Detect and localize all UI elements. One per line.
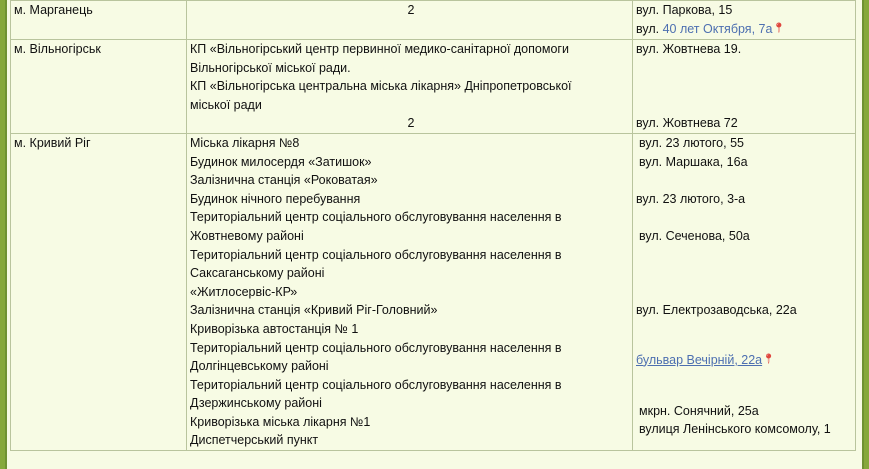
institution: Залізнична станція «Роковатая» (190, 173, 378, 188)
institution: «Житлосервіс-КР» (190, 284, 298, 299)
address: вул. Жовтнева 72 (636, 116, 738, 131)
city-cell (11, 40, 187, 134)
institutions-cell (187, 40, 633, 134)
institution: Криворізька автостанція № 1 (190, 321, 359, 336)
address: вул. 23 лютого, 3-а (636, 191, 746, 206)
address (636, 351, 855, 370)
addresses-cell (633, 133, 856, 450)
institution: Будинок нічного перебування (190, 191, 361, 206)
address: вул. Сеченова, 50а (639, 228, 750, 243)
institution-count: 2 (407, 3, 415, 17)
institutions-cell (187, 133, 633, 450)
addresses-cell (633, 40, 856, 134)
institution: Жовтневому районі (190, 228, 304, 243)
address: вул. Паркова, 15 (636, 3, 733, 17)
institution: Вільногірської міської ради. (190, 60, 351, 75)
institution: Міська лікарня №8 (190, 135, 300, 150)
addresses-cell (633, 1, 856, 40)
city-cell (11, 133, 187, 450)
content-panel (5, 0, 864, 469)
address: вулиця Ленінського комсомолу, 1 (639, 422, 831, 437)
institution: Територіальний центр соціального обслуговування населення в (190, 340, 562, 355)
institution: КП «Вільногірська центральна міська лікарня» Дніпропетровської (190, 79, 572, 94)
address (636, 20, 855, 39)
address: вул. Маршака, 16а (639, 154, 748, 169)
institution: Територіальний центр соціального обслуговування населення в (190, 377, 562, 392)
map-pin-icon[interactable]: 📍︎ (772, 22, 786, 34)
institution: Дзержинському районі (190, 396, 322, 411)
table-row (11, 1, 856, 40)
institution: Територіальний центр соціального обслуговування населення в (190, 210, 562, 225)
institution: Територіальний центр соціального обслуговування населення в (190, 247, 562, 262)
city-name: м. Вільногірськ (14, 42, 101, 56)
institution-count: 2 (407, 116, 415, 131)
institution: Диспетчерський пункт (190, 433, 319, 448)
address: вул. Електрозаводська, 22а (636, 303, 797, 318)
institutions-cell (187, 1, 633, 40)
institution: Долгінцевському районі (190, 359, 329, 374)
institution: Саксаганському районі (190, 266, 325, 281)
table-row (11, 133, 856, 450)
city-name: м. Марганець (14, 3, 93, 17)
address-link[interactable]: бульвар Вечірній, 22а (636, 352, 763, 367)
address: вул. Жовтнева 19. (636, 42, 742, 56)
locations-table (10, 0, 856, 451)
institution: Залізнична станція «Кривий Ріг-Головний» (190, 303, 438, 318)
map-pin-icon[interactable]: 📍︎ (762, 353, 775, 365)
address-link[interactable]: 40 лет Октября, 7а (662, 21, 773, 36)
address: вул. 23 лютого, 55 (639, 135, 744, 150)
city-cell (11, 1, 187, 40)
institution: Криворізька міська лікарня №1 (190, 414, 371, 429)
institution: Будинок милосердя «Затишок» (190, 154, 372, 169)
institution: міської ради (190, 97, 262, 112)
institution: КП «Вільногірський центр первинної медико-санітарної допомоги (190, 42, 569, 56)
address-prefix: вул. (636, 21, 660, 36)
table-row (11, 40, 856, 134)
city-name: м. Кривий Ріг (14, 135, 91, 150)
address: мкрн. Сонячний, 25а (639, 403, 759, 418)
